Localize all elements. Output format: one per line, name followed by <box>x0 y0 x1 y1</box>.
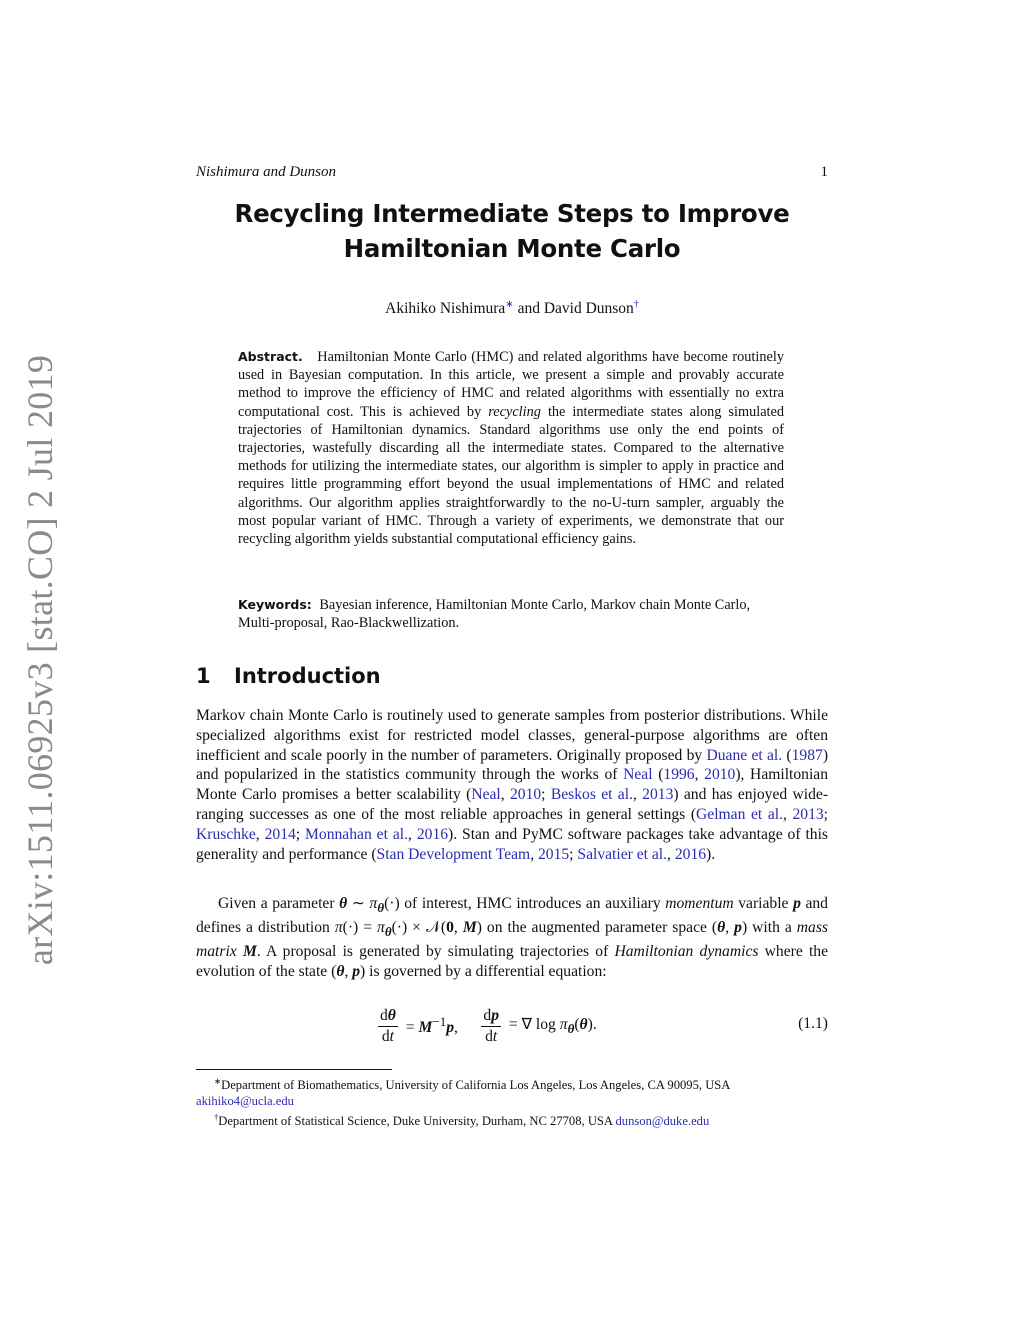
author-1: Akihiko Nishimura <box>385 300 506 318</box>
page-header <box>196 164 828 184</box>
author-2: and David Dunson <box>517 300 634 318</box>
citation-link[interactable]: Kruschke <box>196 825 256 843</box>
footnote-2 <box>196 1109 828 1129</box>
citation-link[interactable]: Gelman et al. <box>696 805 783 823</box>
text: . A proposal is generated by simulating trajectories of <box>256 942 609 960</box>
text: and defines a distribution <box>196 895 828 936</box>
text: ). <box>706 845 716 863</box>
footnotes <box>196 1073 828 1129</box>
author-list <box>196 299 828 318</box>
footnote-1-mark: ∗ <box>214 1076 222 1086</box>
arxiv-id: arXiv:1511.06925v3 [stat.CO] 2 Jul 2019 <box>20 354 61 966</box>
intro-paragraph-2 <box>196 894 828 981</box>
arxiv-stamp <box>14 354 66 966</box>
footnote-2-mark: † <box>214 1112 219 1123</box>
text: ) and has enjoyed wide-ranging successes as one of the most reliable approaches in general settings ( <box>196 786 829 823</box>
math: p <box>793 895 801 912</box>
emphasis: mass matrix <box>196 918 828 960</box>
citation-link[interactable]: Monnahan et al. <box>305 825 409 843</box>
text: ). Stan and PyMC software packages take advantage of this generality and performance ( <box>196 825 828 863</box>
text: Markov chain Monte Carlo is routinely used to generate samples from posterior distributions. While specialized algorithms exist for restricted model classes, general-purpose algorithms are often inefficient and scale poorly in the number of parameters. Originally proposed by <box>196 707 828 764</box>
math: θ ∼ $\pi_\theta(\cdot)$ <box>339 895 400 916</box>
email-link-nishimura[interactable]: akihiko4@ucla.edu <box>196 1094 294 1109</box>
citation-link[interactable]: Duane et al. <box>706 746 783 764</box>
math: (θ, p) <box>331 962 366 980</box>
author-2-footnote-link[interactable]: † <box>633 299 639 310</box>
citation-link[interactable]: Salvatier et al. <box>577 845 668 863</box>
keywords-label: Keywords: <box>238 597 312 612</box>
author-1-footnote-link[interactable]: ∗ <box>505 299 514 310</box>
math: (θ, p) <box>711 918 748 936</box>
citation-link[interactable]: 1987 <box>791 746 823 764</box>
keywords-text: Bayesian inference, Hamiltonian Monte Carlo, Markov chain Monte Carlo, Multi-proposal, Rao-Blackwellization. <box>238 597 751 632</box>
citation-link[interactable]: 2016 <box>674 845 707 863</box>
text: is governed by a differential equation: <box>369 962 607 980</box>
equation-number: (1.1) <box>798 1015 828 1032</box>
equation-1-1 <box>196 1002 828 1050</box>
email-link-dunson[interactable]: dunson@duke.edu <box>615 1114 710 1129</box>
intro-paragraph-1: Markov chain Monte Carlo is routinely used to generate samples from posterior distributions. While specialized algorithms exist for restricted model classes, general-purpose algorithms are often inefficient and scale poorly in the number of parameters. Originally proposed by Duane et al. (1987) and popularized in the statistics community through the works of Neal (1996, 2010), Hamiltonian Monte Carlo promises a better scalability (Neal, 2010; Beskos et al., 2013) and has enjoyed wide-ranging successes as one of the most reliable approaches in general settings (Gelman et al., 2013; Kruschke, 2014; Monnahan et al., 2016). Stan and PyMC software packages take advantage of this generality and performance (Stan Development Team, 2015; Salvatier et al., 2016). <box>196 707 829 863</box>
abstract-emphasis: recycling <box>488 403 541 420</box>
abstract-label: Abstract. <box>238 349 303 364</box>
citation-link[interactable]: Stan Development Team <box>376 845 531 863</box>
citation-link[interactable]: 2013 <box>642 786 674 804</box>
emphasis: Hamiltonian dynamics <box>614 942 759 960</box>
math: M <box>242 942 257 960</box>
citation-link[interactable]: 1996 <box>663 766 695 784</box>
abstract-text-a: Hamiltonian Monte Carlo (HMC) and related algorithms have become routinely used in Bayesian computation. In this article, we present a simple and provably accurate method to improve the efficiency of HMC and related algorithms with essentially no extra computational cost. This is achieved by <box>238 349 784 420</box>
math: $\pi(\cdot) = \pi_\theta(\cdot)$ × 𝒩(0, M) <box>334 918 482 940</box>
fraction: $\frac{d\theta}{dt}$ <box>380 1006 396 1045</box>
citation-link[interactable]: 2014 <box>264 825 296 843</box>
footnote-rule <box>196 1069 392 1070</box>
abstract-text-b: the intermediate states along simulated trajectories of Hamiltonian dynamics. Standard algorithms use only the end points of trajectories, wastefully discarding all the intermediate states. Compared to the alternative methods for utilizing the intermediate states, our algorithm is simpler to apply in practice and requires little programming effort beyond the usual implementations of HMC and related algorithms. Our algorithm applies straightforwardly to the no-U-turn sampler, arguably the most popular variant of HMC. Through a variety of experiments, we demonstrate that our recycling algorithm yields substantial computational efficiency gains. <box>238 403 785 548</box>
running-head: Nishimura and Dunson <box>196 164 337 180</box>
emphasis: momentum <box>665 895 734 912</box>
keywords <box>238 596 784 632</box>
section-number: 1 <box>196 664 211 688</box>
citation-link[interactable]: Neal <box>623 766 653 784</box>
text: with a <box>752 918 792 936</box>
footnote-2-text: Department of Statistical Science, Duke University, Durham, NC 27708, USA <box>218 1114 613 1129</box>
citation-link[interactable]: 2010 <box>704 766 736 784</box>
text: of interest, HMC introduces an auxiliary <box>404 895 661 912</box>
paper-title <box>196 196 828 266</box>
fraction: $\frac{dp}{dt}$ <box>483 1006 499 1045</box>
citation-link[interactable]: Neal <box>471 786 501 804</box>
equation-body: $\frac{d\theta}{dt}$ = $M^{-1}p$, $\frac{dp}{dt}$ = ∇ $\log \pi_\theta(\theta)$. <box>380 1006 597 1045</box>
text: and popularized in the statistics community through the works of <box>196 766 618 784</box>
text: where the evolution of the state <box>196 942 829 980</box>
title-line-1: Recycling Intermediate Steps to Improve <box>234 199 790 228</box>
citation-link[interactable]: 2010 <box>509 786 542 804</box>
title-line-2: Hamiltonian Monte Carlo <box>343 234 681 263</box>
section-heading <box>196 664 828 688</box>
abstract <box>238 348 784 548</box>
section-title: Introduction <box>234 664 381 688</box>
citation-link[interactable]: Beskos et al. <box>550 786 633 804</box>
text: Given a parameter <box>218 895 335 912</box>
citation-link[interactable]: 2016 <box>416 825 449 843</box>
page-number: 1 <box>820 164 828 180</box>
footnote-1-text: Department of Biomathematics, University of California Los Angeles, Los Angeles, CA 90095, USA <box>221 1078 730 1093</box>
citation-link[interactable]: 2013 <box>792 805 824 823</box>
citation-link[interactable]: 2015 <box>537 845 570 863</box>
text: ), Hamiltonian Monte Carlo promises a better scalability ( <box>196 766 829 804</box>
text: on the augmented parameter space <box>486 918 707 936</box>
text: variable <box>738 895 789 912</box>
footnote-1 <box>196 1073 828 1109</box>
